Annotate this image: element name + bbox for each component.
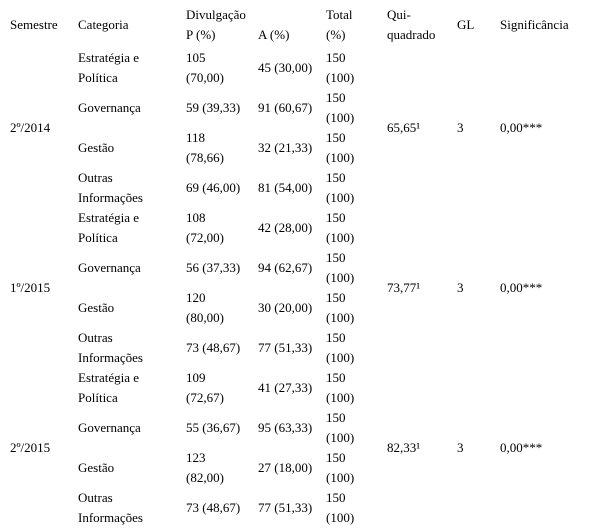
categoria-cell: Outras	[78, 330, 113, 345]
divulgacao-p-cell: (72,00)	[186, 230, 224, 245]
categoria-cell: Política	[78, 230, 118, 245]
categoria-cell: Política	[78, 390, 118, 405]
header-semestre: Semestre	[10, 17, 58, 32]
categoria-cell: Gestão	[78, 460, 115, 475]
semestre-cell: 2º/2014	[10, 120, 51, 135]
total-cell: 150	[326, 370, 346, 385]
total-cell: (100)	[326, 470, 355, 485]
total-cell: 150	[326, 490, 346, 505]
divulgacao-p-cell: 108	[186, 210, 206, 225]
significancia-cell: 0,00***	[500, 280, 543, 295]
divulgacao-a-cell: 91 (60,67)	[258, 100, 313, 115]
qui-quadrado-cell: 73,77¹	[387, 280, 421, 295]
total-cell: (100)	[326, 510, 355, 525]
header-gl: GL	[457, 17, 475, 32]
divulgacao-a-cell: 95 (63,33)	[258, 420, 313, 435]
categoria-cell: Governança	[78, 260, 141, 275]
total-cell: (100)	[326, 110, 355, 125]
divulgacao-a-cell: 77 (51,33)	[258, 500, 313, 515]
gl-cell: 3	[457, 280, 464, 295]
divulgacao-p-cell: 56 (37,33)	[186, 260, 241, 275]
divulgacao-a-cell: 27 (18,00)	[258, 460, 313, 475]
categoria-cell: Informações	[78, 510, 143, 525]
divulgacao-p-cell: 120	[186, 290, 206, 305]
categoria-cell: Informações	[78, 350, 143, 365]
header-p: P (%)	[186, 27, 216, 42]
total-cell: (100)	[326, 350, 355, 365]
categoria-cell: Outras	[78, 170, 113, 185]
divulgacao-p-cell: 59 (39,33)	[186, 100, 241, 115]
total-cell: 150	[326, 250, 346, 265]
categoria-cell: Informações	[78, 190, 143, 205]
header-significancia: Significância	[500, 17, 569, 32]
divulgacao-p-cell: (70,00)	[186, 70, 224, 85]
divulgacao-p-cell: (80,00)	[186, 310, 224, 325]
categoria-cell: Outras	[78, 490, 113, 505]
total-cell: (100)	[326, 430, 355, 445]
total-cell: (100)	[326, 310, 355, 325]
categoria-cell: Gestão	[78, 300, 115, 315]
divulgacao-a-cell: 94 (62,67)	[258, 260, 313, 275]
semestre-cell: 2º/2015	[10, 440, 51, 455]
divulgacao-a-cell: 81 (54,00)	[258, 180, 313, 195]
significancia-cell: 0,00***	[500, 440, 543, 455]
header-divulgacao: Divulgação	[186, 7, 246, 22]
total-cell: (100)	[326, 270, 355, 285]
categoria-cell: Estratégia e	[78, 50, 139, 65]
total-cell: 150	[326, 450, 346, 465]
header-qui: Qui-	[387, 7, 411, 22]
divulgacao-p-cell: 109	[186, 370, 206, 385]
divulgacao-p-cell: 73 (48,67)	[186, 500, 241, 515]
divulgacao-p-cell: 105	[186, 50, 206, 65]
total-cell: 150	[326, 130, 346, 145]
divulgacao-p-cell: 73 (48,67)	[186, 340, 241, 355]
total-cell: 150	[326, 290, 346, 305]
header-total-pct: (%)	[326, 27, 346, 42]
header-total: Total	[326, 7, 353, 22]
divulgacao-p-cell: (72,67)	[186, 390, 224, 405]
total-cell: 150	[326, 90, 346, 105]
categoria-cell: Estratégia e	[78, 370, 139, 385]
categoria-cell: Gestão	[78, 140, 115, 155]
total-cell: (100)	[326, 390, 355, 405]
divulgacao-p-cell: (82,00)	[186, 470, 224, 485]
header-categoria: Categoria	[78, 17, 129, 32]
total-cell: 150	[326, 330, 346, 345]
divulgacao-p-cell: (78,66)	[186, 150, 224, 165]
divulgacao-a-cell: 77 (51,33)	[258, 340, 313, 355]
total-cell: 150	[326, 410, 346, 425]
categoria-cell: Governança	[78, 100, 141, 115]
qui-quadrado-cell: 82,33¹	[387, 440, 421, 455]
divulgacao-p-cell: 118	[186, 130, 206, 145]
total-cell: 150	[326, 170, 346, 185]
divulgacao-p-cell: 69 (46,00)	[186, 180, 241, 195]
semestre-cell: 1º/2015	[10, 280, 51, 295]
categoria-cell: Governança	[78, 420, 141, 435]
divulgacao-a-cell: 30 (20,00)	[258, 300, 313, 315]
divulgacao-a-cell: 45 (30,00)	[258, 60, 313, 75]
qui-quadrado-cell: 65,65¹	[387, 120, 421, 135]
divulgacao-a-cell: 41 (27,33)	[258, 380, 313, 395]
total-cell: 150	[326, 50, 346, 65]
categoria-cell: Política	[78, 70, 118, 85]
categoria-cell: Estratégia e	[78, 210, 139, 225]
header-a: A (%)	[258, 27, 290, 42]
divulgacao-p-cell: 55 (36,67)	[186, 420, 241, 435]
divulgacao-p-cell: 123	[186, 450, 206, 465]
gl-cell: 3	[457, 440, 464, 455]
total-cell: 150	[326, 210, 346, 225]
total-cell: (100)	[326, 70, 355, 85]
significancia-cell: 0,00***	[500, 120, 543, 135]
total-cell: (100)	[326, 150, 355, 165]
header-quadrado: quadrado	[387, 27, 436, 42]
gl-cell: 3	[457, 120, 464, 135]
divulgacao-a-cell: 32 (21,33)	[258, 140, 313, 155]
divulgacao-a-cell: 42 (28,00)	[258, 220, 313, 235]
total-cell: (100)	[326, 190, 355, 205]
total-cell: (100)	[326, 230, 355, 245]
